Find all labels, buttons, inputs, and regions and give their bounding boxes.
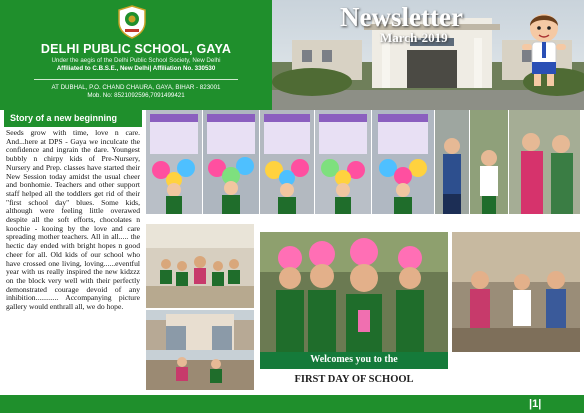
- playground-photo: [146, 310, 254, 390]
- footer-bar: [0, 395, 584, 413]
- gallery-photo-4: [315, 110, 371, 214]
- story-body-text: Seeds grow with time, love n care. And...here at DPS - Gaya we inculcate the confidence and ingrain the dare. Youngest bubbly n chirpy kids of Pre-Nursery, Nursery and Prep. classes have started their New Session today amidst the usual cheer and bonhomie. Teachers and other support staff helped all the toddlers get rid of their "first school day" blues. Some kids, although were feeling little overawed despite all the soft efforts, chocolates n koochie - kooing by the love and care spreading mother teachers. All in all..... the hectic day ended with bright hopes n good cheer for all. Old kids of our school who have crossed one living, loving......eventful year with us really inspired the new kidzzz on the block very well with their perfectly demonstrated courage devoid of any inhibition............ Accompanying picture gallery would enthrall all, we do hope.: [6, 129, 140, 312]
- school-name: DELHI PUBLIC SCHOOL, GAYA: [40, 42, 232, 56]
- first-day-banner: FIRST DAY OF SCHOOL: [260, 372, 448, 389]
- page-number: |1|: [529, 398, 542, 410]
- gallery-photo-9: [452, 232, 580, 352]
- gallery-photo-2: [203, 110, 259, 214]
- gallery-photo-7: [470, 110, 508, 214]
- school-logo-icon: [117, 5, 147, 39]
- classroom-photo: [146, 224, 254, 308]
- newsletter-title: Newsletter: [340, 2, 463, 32]
- gallery-photo-1: [146, 110, 202, 214]
- story-heading: Story of a new beginning: [4, 110, 142, 127]
- address-line: AT DUBHAL, P.O. CHAND CHAURA, GAYA, BIHAR - 823001: [51, 84, 221, 91]
- mobile-line: Mob. No: 8521092596,7091499421: [87, 92, 185, 99]
- aegis-line: Under the aegis of the Delhi Public School Society, New Delhi: [51, 57, 221, 64]
- newsletter-date: March-2019: [380, 30, 448, 45]
- gallery-photo-3: [260, 110, 314, 214]
- affiliation-line: Affiliated to C.B.S.E., New Delhi| Affiliation No. 330530: [56, 65, 216, 72]
- header-divider: [34, 79, 238, 80]
- gallery-photo-5: [372, 110, 434, 214]
- welcome-banner: Welcomes you to the: [260, 352, 448, 369]
- gallery-photo-8: [509, 110, 580, 214]
- gallery-photo-6: [435, 110, 469, 214]
- cartoon-boy-illustration: [514, 8, 574, 88]
- main-first-day-photo: [260, 232, 448, 352]
